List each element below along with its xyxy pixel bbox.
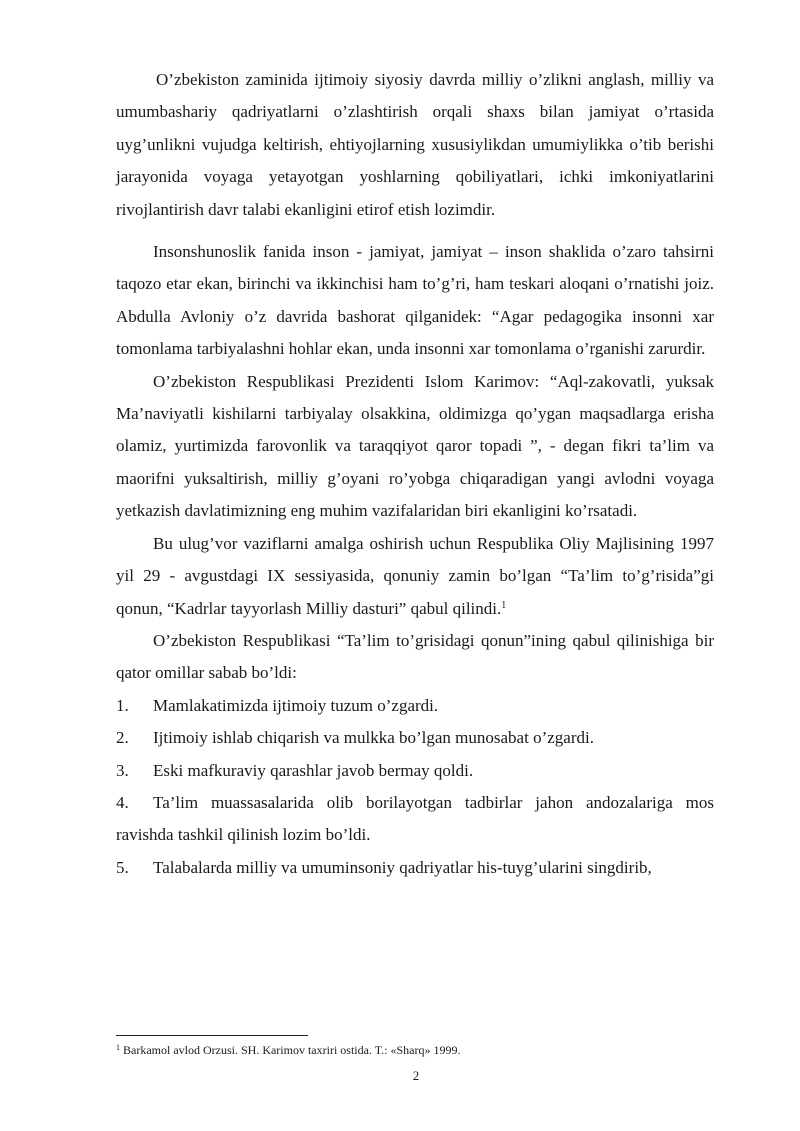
paragraph-1: O’zbekiston zaminida ijtimoiy siyosiy davrda milliy o’zlikni anglash, milliy va umumbashariy qadriyatlarni o’zlashtirish orqali shaxs bilan jamiyat o’rtasida uyg’unlikni vujudga keltirish, ehtiyojlarning xususiylikdan umumiylikka o’tib berishi jarayonida voyaga yetayotgan yoshlarning qobiliyatlari, ichki imkoniyatlarini rivojlantirish davr talabi ekanligini etirof etish lozimdir. xyxy=(116,70,714,219)
list-item xyxy=(116,755,714,787)
list-item-text: Ta’lim muassasalarida olib borilayotgan tadbirlar jahon andozalariga mos ravishda tashkil qilinish lozim bo’ldi. xyxy=(116,792,714,845)
list-item-number: 5. xyxy=(116,857,129,877)
paragraph-2: Insonshunoslik fanida inson - jamiyat, jamiyat – inson shaklida o’zaro tahsirni taqozo etar ekan, birinchi va ikkinchisi ham to’g’ri, ham teskari aloqani o’rnatishi joiz. Abdulla Avloniy o’z davrida bashorat qilganidek: “Agar pedagogika insonni xar tomonlama tarbiyalashni hohlar ekan, unda insonni xar tomonlama o’rganishi zarurdir. xyxy=(116,242,714,359)
body-text xyxy=(116,64,714,884)
paragraph-5: O’zbekiston Respublikasi “Ta’lim to’grisidagi qonun”ining qabul qilinishiga bir qator omillar sabab bo’ldi: xyxy=(116,630,714,683)
list-item xyxy=(116,722,714,754)
paragraph-4 xyxy=(116,528,714,625)
list-item xyxy=(116,787,714,852)
footnote-marker: 1 xyxy=(116,1043,120,1052)
list-item-number: 3. xyxy=(116,760,129,780)
list-item-text: Ijtimoiy ishlab chiqarish va mulkka bo’lgan munosabat o’zgardi. xyxy=(153,728,594,748)
list-item-text: Mamlakatimizda ijtimoiy tuzum o’zgardi. xyxy=(153,695,439,715)
footnote-reference[interactable]: 1 xyxy=(501,599,507,611)
paragraph-4-text: Bu ulug’vor vaziflarni amalga oshirish uchun Respublika Oliy Majlisining 1997 yil 29 - avgustdagi IX sessiyasida, qonuniy zamin bo’lgan “Ta’lim to’g’risida”gi qonun, “Kadrlar tayyorlash Milliy dasturi” qabul qilindi. xyxy=(116,533,714,618)
list-item-number: 4. xyxy=(116,792,129,812)
paragraph-3: O’zbekiston Respublikasi Prezidenti Islom Karimov: “Aql-zakovatli, yuksak Ma’naviyatli kishilarni tarbiyalay olsakkina, oldimizga qo’ygan maqsadlarga erisha olamiz, yurtimizda farovonlik va taraqqiyot qaror topadi ”, - degan fikri ta’lim va maorifni yuksaltirish, milliy g’oyani ro’yobga chiqaradigan yangi avlodni voyaga yetkazish davlatimizning eng muhim vazifalaridan biri ekanligini ko’rsatadi. xyxy=(116,371,714,521)
footnote xyxy=(116,1042,716,1058)
list-item-text: Talabalarda milliy va umuminsoniy qadriyatlar his-tuyg’ularini singdirib, xyxy=(153,857,652,877)
list-item-number: 2. xyxy=(116,728,129,748)
list-item xyxy=(116,690,714,722)
page-number: 2 xyxy=(412,1068,420,1083)
list-item-number: 1. xyxy=(116,695,129,715)
footnote-divider xyxy=(116,1035,308,1036)
list-item-text: Eski mafkuraviy qarashlar javob bermay qoldi. xyxy=(153,760,474,780)
list-item xyxy=(116,852,714,884)
footnote-text: Barkamol avlod Orzusi. SH. Karimov taxriri ostida. T.: «Sharq» 1999. xyxy=(123,1043,461,1057)
